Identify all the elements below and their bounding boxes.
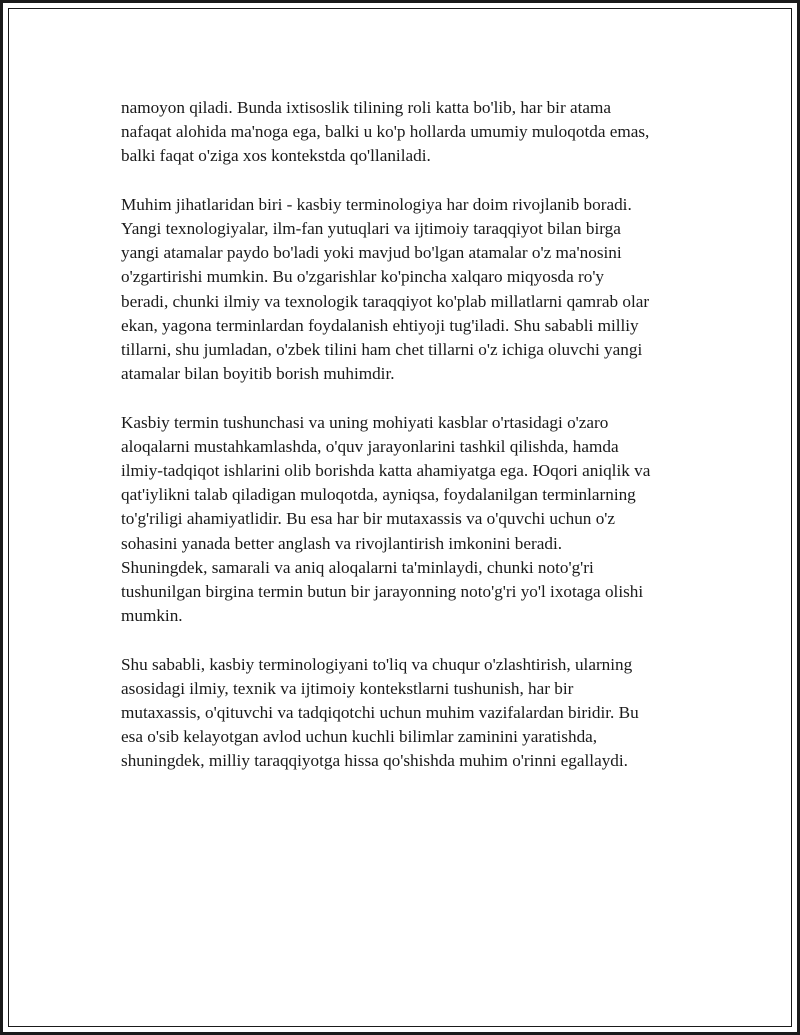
paragraph-4: Shu sababli, kasbiy terminologiyani to'liq va chuqur o'zlashtirish, ularning asosidagi ilmiy, texnik va ijtimoiy kontekstlarni tushunish, har bir mutaxassis, o'qituvchi va tadqiqotchi uchun muhim vazifalardan biridir. Bu esa o'sib kelayotgan avlod uchun kuchli bilimlar zaminini yaratishda, shuningdek, milliy taraqqiyotga hissa qo'shishda muhim o'rinni egallaydi. <box>121 654 639 771</box>
paragraph-2: Muhim jihatlaridan biri - kasbiy terminologiya har doim rivojlanib boradi. Yangi texnologiyalar, ilm-fan yutuqlari va ijtimoiy taraqqiyot bilan birga yangi atamalar paydo bo'ladi yoki mavjud bo'lgan atamalar o'z ma'nosini o'zgartirishi mumkin. Bu o'zgarishlar ko'pincha xalqaro miqyosda ro'y beradi, chunki ilmiy va texnologik taraqqiyot ko'plab millatlarni qamrab olar ekan, yagona terminlardan foydalanish ehtiyoji tug'iladi. Shu sababli milliy tillarni, shu jumladan, o'zbek tilini ham chet tillarni o'z ichiga oluvchi yangi atamalar bilan boyitib borish muhimdir. <box>121 194 650 384</box>
document-body <box>121 96 701 798</box>
paragraph-1: namoyon qiladi. Bunda ixtisoslik tilining roli katta bo'lib, har bir atama nafaqat alohida ma'noga ega, balki u ko'p hollarda umumiy muloqotda emas, balki faqat o'ziga xos kontekstda qo'llaniladi. <box>121 98 650 166</box>
paragraph-3: Kasbiy termin tushunchasi va uning mohiyati kasblar o'rtasidagi o'zaro aloqalarni mustahkamlashda, o'quv jarayonlarini tashkil qilishda, hamda ilmiy-tadqiqot ishlarini olib borishda katta ahamiyatga ega. Юqori aniqlik va qat'iylikni talab qiladigan muloqotda, ayniqsa, foydalanilgan terminlarning to'g'riligi ahamiyatlidir. Bu esa har bir mutaxassis va o'quvchi uchun o'z sohasini yanada better anglash va rivojlantirish imkonini beradi. Shuningdek, samarali va aniq aloqalarni ta'minlaydi, chunki noto'g'ri tushunilgan birgina termin butun bir jarayonning noto'g'ri yo'l ixotaga olishi mumkin. <box>121 412 651 626</box>
